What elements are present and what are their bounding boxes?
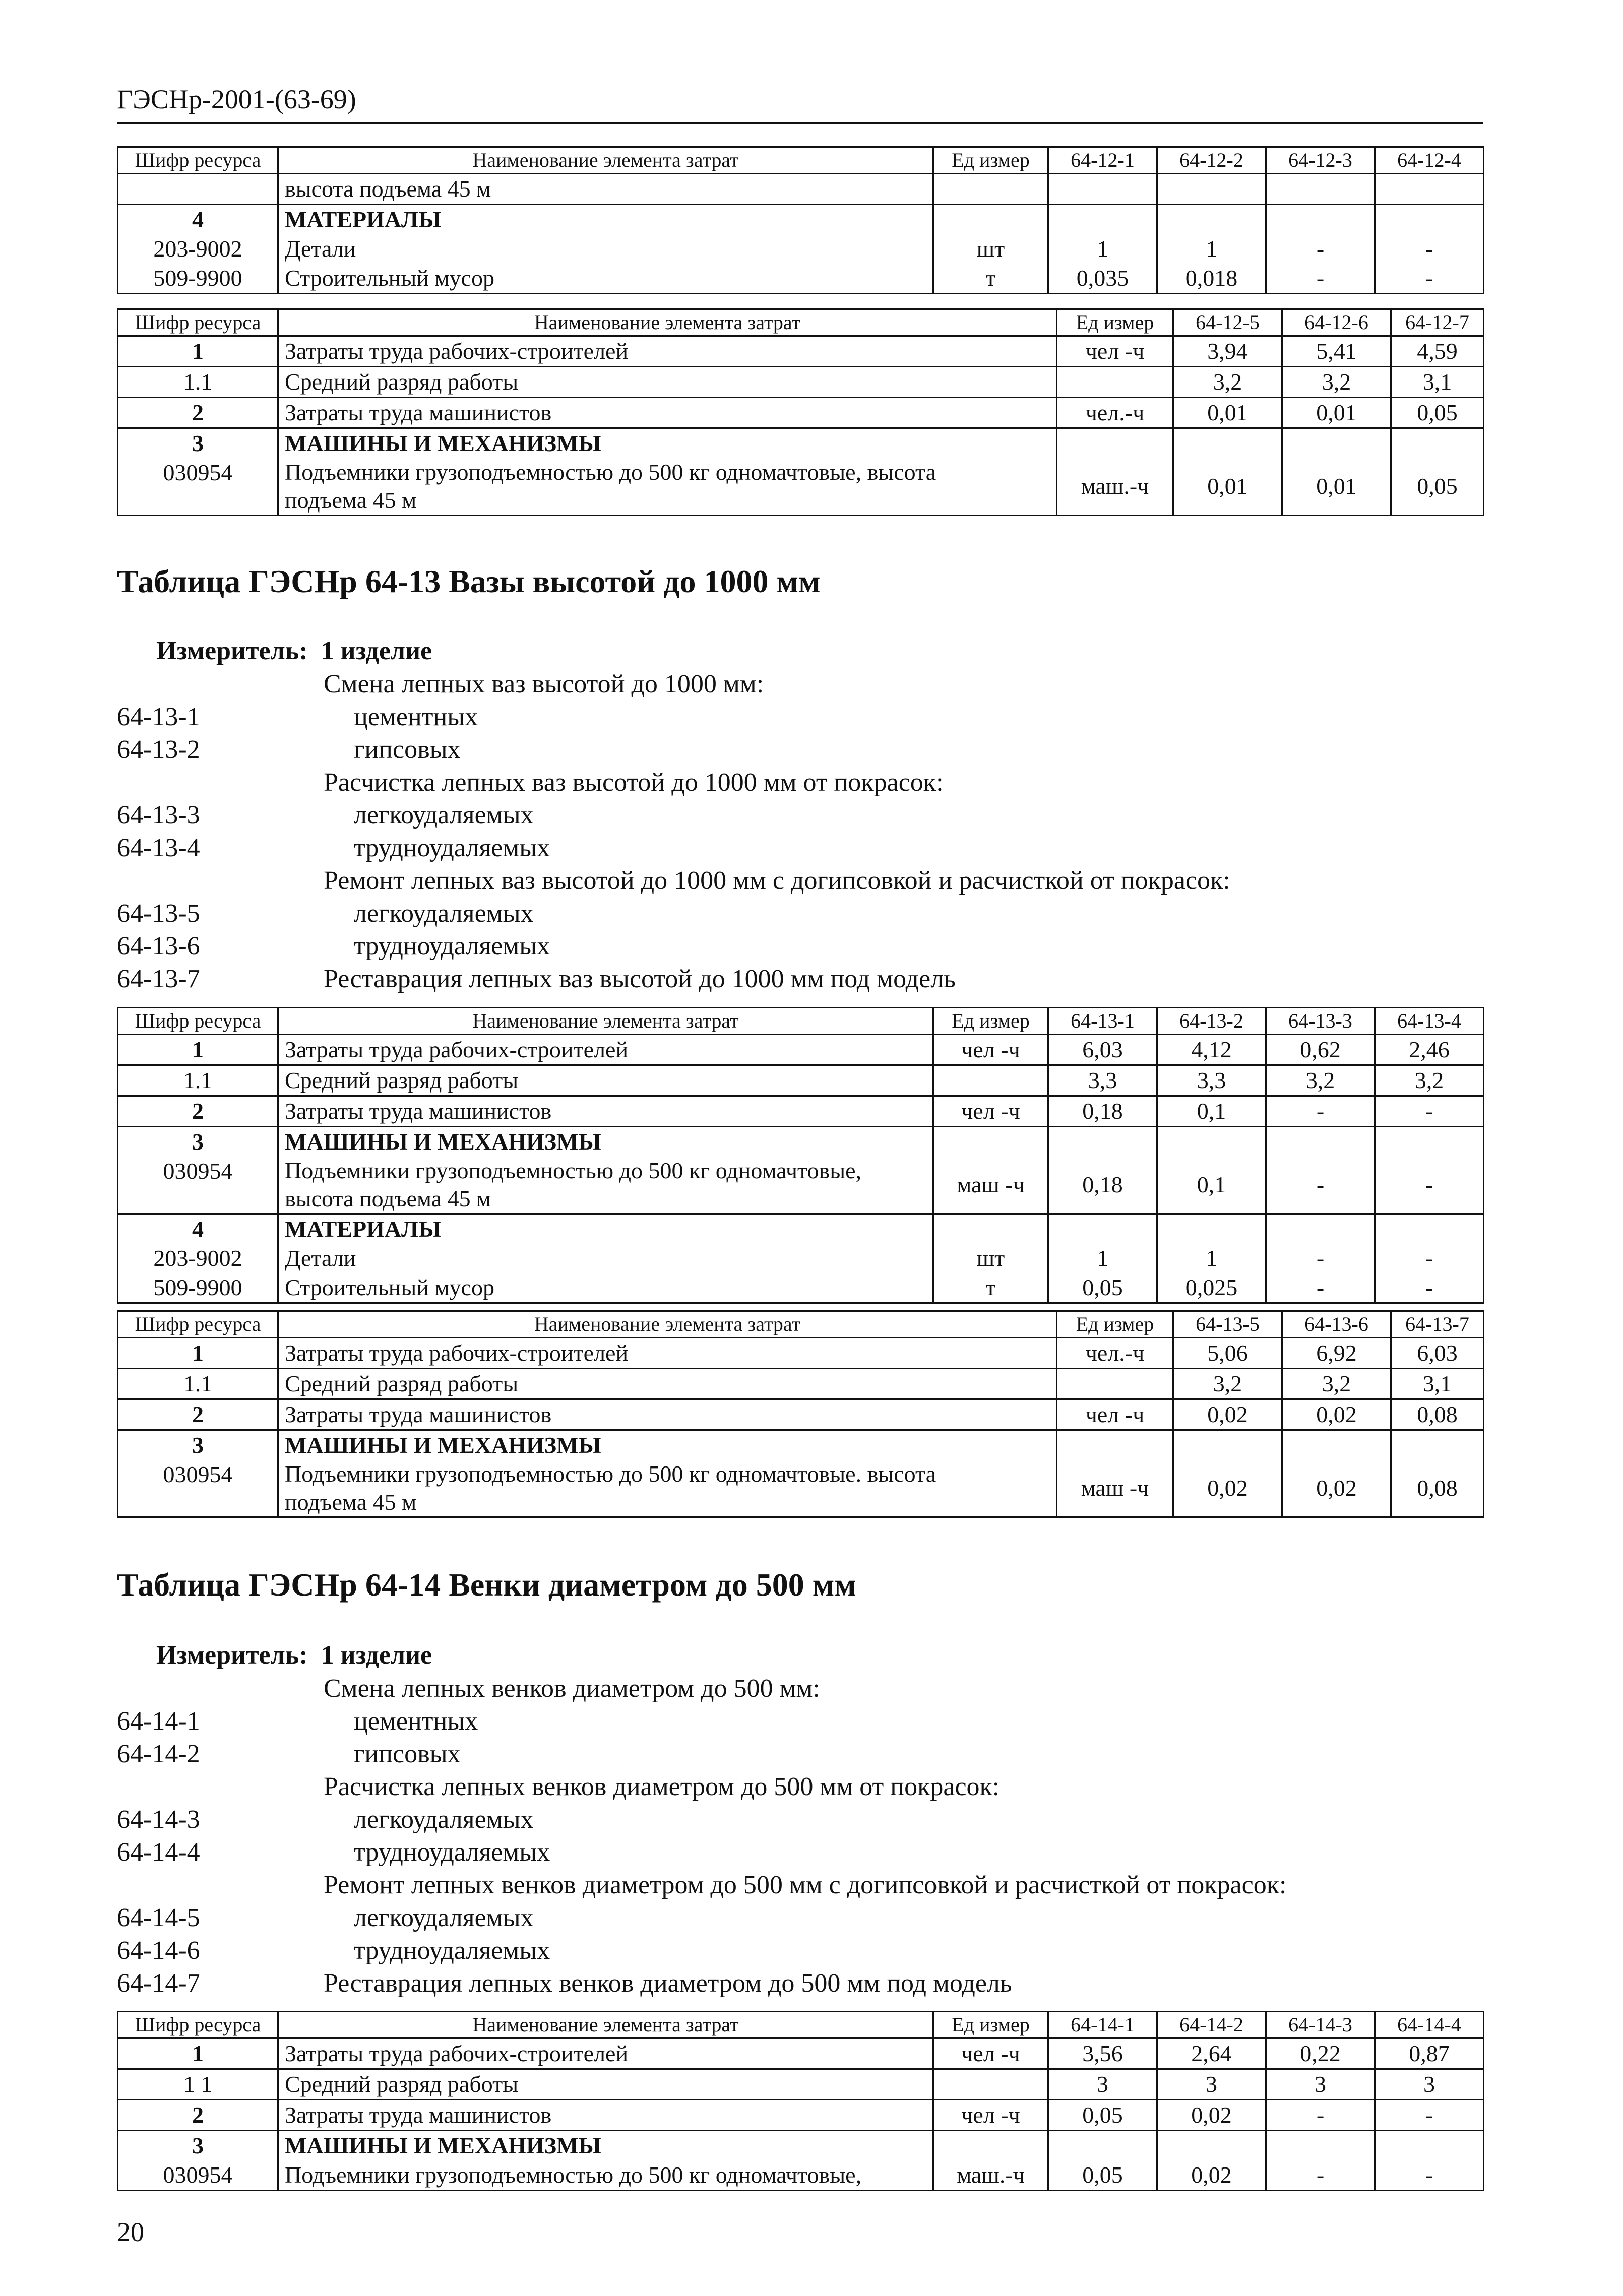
- table-header-row: [118, 309, 1484, 336]
- cell-unit: т: [933, 1273, 1048, 1303]
- cell-code: 030954: [118, 2160, 278, 2191]
- cell-code: 509-9900: [118, 1273, 278, 1303]
- cell-unit: чел -ч: [933, 1035, 1048, 1065]
- cell-unit: маш -ч: [933, 1157, 1048, 1214]
- cell-name: высота подъема 45 м: [278, 174, 933, 205]
- cell-name-line: подъема 45 м: [285, 487, 417, 513]
- document-code: ГЭСНр-2001-(63-69): [117, 84, 356, 114]
- cell-value: 3,2: [1173, 1369, 1282, 1399]
- table-row: [118, 1399, 1484, 1430]
- cell-value: 0,62: [1266, 1035, 1375, 1065]
- norm-list: [117, 668, 1478, 995]
- cell-value: 0,1: [1157, 1157, 1266, 1214]
- cell-value: 0,01: [1282, 458, 1391, 516]
- col-header-name: Наименование элемента затрат: [278, 1008, 933, 1035]
- cell-value: 1: [1048, 1244, 1157, 1273]
- list-item: [117, 1705, 1478, 1738]
- norm-code: 64-13-4: [117, 834, 200, 862]
- measure-label: Измеритель:: [156, 1641, 308, 1670]
- list-item: [117, 1672, 1478, 1705]
- cell-value: 0,01: [1173, 398, 1282, 428]
- col-header-norm: 64-12-7: [1391, 309, 1484, 336]
- cell-value: 0,1: [1157, 1096, 1266, 1127]
- col-header-norm: 64-12-5: [1173, 309, 1282, 336]
- cell-code: 4: [118, 205, 278, 235]
- table-64-12-b: [117, 308, 1484, 516]
- cell-value: 0,05: [1048, 2100, 1157, 2131]
- section-title-machines: МАШИНЫ И МЕХАНИЗМЫ: [278, 2131, 933, 2161]
- table-row: [118, 1244, 1484, 1273]
- cell-name-line: Подъемники грузоподъемностью до 500 кг одномачтовые, высота: [285, 459, 937, 485]
- group-heading: Расчистка лепных ваз высотой до 1000 мм от покрасок:: [324, 768, 944, 797]
- col-header-unit: Ед измер: [933, 2012, 1048, 2038]
- cell-unit: маш.-ч: [1057, 458, 1173, 516]
- table-row: [118, 1127, 1484, 1157]
- cell-value: 0,02: [1157, 2100, 1266, 2131]
- cell-value: 0,18: [1048, 1096, 1157, 1127]
- norm-code: 64-14-1: [117, 1707, 200, 1736]
- measure-value: 1 изделие: [321, 636, 432, 665]
- section-title-machines: МАШИНЫ И МЕХАНИЗМЫ: [278, 1127, 933, 1157]
- norm-item: легкоудаляемых: [354, 1805, 534, 1834]
- list-item: [117, 668, 1478, 700]
- cell-unit: чел -ч: [1057, 1399, 1173, 1430]
- cell-value: 4,59: [1391, 336, 1484, 367]
- cell-value: 3: [1266, 2069, 1375, 2100]
- table-row: [118, 1338, 1484, 1369]
- cell-code: 030954: [118, 1157, 278, 1214]
- table-row: [118, 1369, 1484, 1399]
- table-row: [118, 1273, 1484, 1303]
- table-row: [118, 2100, 1484, 2131]
- cell-name: Средний разряд работы: [278, 1065, 933, 1096]
- table-row: [118, 174, 1484, 205]
- cell-code: 1.1: [118, 367, 278, 398]
- cell-code: 1: [118, 1338, 278, 1369]
- table-header-row: [118, 2012, 1484, 2038]
- list-item: [117, 1770, 1478, 1803]
- col-header-name: Наименование элемента затрат: [278, 1311, 1057, 1338]
- cell-value: 3,1: [1391, 1369, 1484, 1399]
- list-item: [117, 930, 1478, 963]
- norm-code: 64-14-4: [117, 1838, 200, 1867]
- norm-code: 64-13-6: [117, 932, 200, 961]
- cell-value: 0,08: [1391, 1399, 1484, 1430]
- norm-item: цементных: [354, 1707, 478, 1736]
- group-heading: Расчистка лепных венков диаметром до 500 мм от покрасок:: [324, 1772, 1000, 1801]
- list-item: [117, 864, 1478, 897]
- cell-code: 2: [118, 2100, 278, 2131]
- cell-value: -: [1375, 1096, 1484, 1127]
- cell-value: 0,02: [1157, 2160, 1266, 2191]
- table-row: [118, 1157, 1484, 1214]
- measure-line: [156, 1640, 432, 1670]
- col-header-code: Шифр ресурса: [118, 1311, 278, 1338]
- table-64-13-b: [117, 1310, 1484, 1518]
- norm-code: 64-14-3: [117, 1805, 200, 1834]
- cell-value: -: [1375, 1157, 1484, 1214]
- cell-value: 0,018: [1157, 264, 1266, 294]
- norm-code: 64-14-7: [117, 1969, 200, 1998]
- norm-code: 64-13-7: [117, 965, 200, 993]
- cell-unit: [1057, 1369, 1173, 1399]
- table-row: [118, 2160, 1484, 2191]
- cell-value: 3,2: [1282, 1369, 1391, 1399]
- table-row: [118, 2069, 1484, 2100]
- list-item: [117, 1738, 1478, 1770]
- cell-unit: [933, 1065, 1048, 1096]
- cell-value: -: [1266, 2160, 1375, 2191]
- list-item: [117, 963, 1478, 995]
- cell-code: 1.1: [118, 1369, 278, 1399]
- cell-name: Затраты труда рабочих-строителей: [278, 2038, 933, 2069]
- cell-unit: т: [933, 264, 1048, 294]
- cell-code: 1: [118, 2038, 278, 2069]
- measure-label: Измеритель:: [156, 636, 308, 665]
- list-item: [117, 832, 1478, 864]
- list-item: [117, 799, 1478, 832]
- cell-code: 509-9900: [118, 264, 278, 294]
- cell-value: 3,1: [1391, 367, 1484, 398]
- col-header-code: Шифр ресурса: [118, 2012, 278, 2038]
- cell-value: 3,2: [1375, 1065, 1484, 1096]
- cell-unit: маш -ч: [1057, 1460, 1173, 1517]
- cell-value: -: [1266, 1157, 1375, 1214]
- cell-code: 203-9002: [118, 234, 278, 264]
- list-item: [117, 1934, 1478, 1967]
- cell-unit: маш.-ч: [933, 2160, 1048, 2191]
- col-header-norm: 64-13-4: [1375, 1008, 1484, 1035]
- table-row: [118, 1035, 1484, 1065]
- cell-name: Затраты труда рабочих-строителей: [278, 336, 1057, 367]
- measure-value: 1 изделие: [321, 1641, 432, 1670]
- cell-value: 4,12: [1157, 1035, 1266, 1065]
- norm-item: легкоудаляемых: [354, 899, 534, 928]
- col-header-code: Шифр ресурса: [118, 147, 278, 174]
- group-heading: Смена лепных ваз высотой до 1000 мм:: [324, 670, 764, 698]
- col-header-norm: 64-12-6: [1282, 309, 1391, 336]
- col-header-norm: 64-13-5: [1173, 1311, 1282, 1338]
- cell-value: 0,02: [1173, 1460, 1282, 1517]
- cell-value: 3: [1157, 2069, 1266, 2100]
- norm-item: трудноудаляемых: [354, 1838, 550, 1867]
- section-title-machines: МАШИНЫ И МЕХАНИЗМЫ: [278, 1430, 1057, 1460]
- cell-value: 0,87: [1375, 2038, 1484, 2069]
- cell-unit: [1057, 367, 1173, 398]
- cell-unit: чел -ч: [933, 2038, 1048, 2069]
- cell-value: -: [1375, 1273, 1484, 1303]
- cell-name: Строительный мусор: [278, 264, 933, 294]
- cell-code: 1 1: [118, 2069, 278, 2100]
- cell-value: 3,56: [1048, 2038, 1157, 2069]
- cell-value: -: [1375, 234, 1484, 264]
- norm-item: цементных: [354, 703, 478, 731]
- col-header-norm: 64-13-1: [1048, 1008, 1157, 1035]
- table-row: [118, 398, 1484, 428]
- cell-value: 3,3: [1157, 1065, 1266, 1096]
- cell-name-line: подъема 45 м: [285, 1489, 417, 1515]
- list-item: [117, 700, 1478, 733]
- list-item: [117, 1836, 1478, 1869]
- table-row: [118, 1065, 1484, 1096]
- norm-code: 64-13-2: [117, 735, 200, 764]
- norm-item: легкоудаляемых: [354, 1903, 534, 1932]
- norm-item: гипсовых: [354, 735, 461, 764]
- table-row: [118, 1096, 1484, 1127]
- cell-code: 030954: [118, 458, 278, 516]
- cell-code: 2: [118, 398, 278, 428]
- cell-value: -: [1375, 264, 1484, 294]
- cell-value: -: [1266, 234, 1375, 264]
- section-title-machines: МАШИНЫ И МЕХАНИЗМЫ: [278, 428, 1057, 459]
- cell-code: 2: [118, 1399, 278, 1430]
- norm-code: 64-13-1: [117, 703, 200, 731]
- cell-code: 3: [118, 1127, 278, 1157]
- cell-value: -: [1375, 2100, 1484, 2131]
- section-title-materials: МАТЕРИАЛЫ: [278, 1214, 933, 1244]
- cell-name: Затраты труда машинистов: [278, 398, 1057, 428]
- cell-value: 3: [1375, 2069, 1484, 2100]
- cell-name: Средний разряд работы: [278, 2069, 933, 2100]
- cell-name: Детали: [278, 1244, 933, 1273]
- cell-value: 0,08: [1391, 1460, 1484, 1517]
- cell-name: Затраты труда машинистов: [278, 2100, 933, 2131]
- col-header-norm: 64-13-3: [1266, 1008, 1375, 1035]
- col-header-name: Наименование элемента затрат: [278, 309, 1057, 336]
- cell-value: 3,3: [1048, 1065, 1157, 1096]
- cell-value: 6,92: [1282, 1338, 1391, 1369]
- cell-value: 0,05: [1391, 458, 1484, 516]
- cell-code: 3: [118, 1430, 278, 1460]
- table-row: [118, 205, 1484, 235]
- norm-code: 64-14-6: [117, 1936, 200, 1965]
- table-row: [118, 336, 1484, 367]
- cell-value: -: [1375, 1244, 1484, 1273]
- norm-code: 64-13-5: [117, 899, 200, 928]
- table-row: [118, 234, 1484, 264]
- cell-value: 0,18: [1048, 1157, 1157, 1214]
- col-header-norm: 64-12-4: [1375, 147, 1484, 174]
- cell-code: 3: [118, 428, 278, 459]
- cell-value: 3,2: [1282, 367, 1391, 398]
- cell-value: 0,05: [1048, 2160, 1157, 2191]
- cell-value: 1: [1157, 1244, 1266, 1273]
- norm-list: [117, 1672, 1478, 2000]
- cell-unit: шт: [933, 234, 1048, 264]
- cell-name: Подъемники грузоподъемностью до 500 кг одномачтовые,: [278, 2160, 933, 2191]
- table-row: [118, 428, 1484, 459]
- col-header-unit: Ед измер: [933, 1008, 1048, 1035]
- group-heading: Реставрация лепных ваз высотой до 1000 мм под модель: [324, 965, 956, 993]
- cell-code: 1.1: [118, 1065, 278, 1096]
- col-header-code: Шифр ресурса: [118, 1008, 278, 1035]
- cell-unit: чел.-ч: [1057, 1338, 1173, 1369]
- cell-name: Средний разряд работы: [278, 367, 1057, 398]
- cell-unit: шт: [933, 1244, 1048, 1273]
- cell-value: 6,03: [1048, 1035, 1157, 1065]
- cell-value: 2,64: [1157, 2038, 1266, 2069]
- col-header-norm: 64-14-2: [1157, 2012, 1266, 2038]
- section-title: Таблица ГЭСНр 64-14 Венки диаметром до 500 мм: [117, 1567, 856, 1603]
- group-heading: Реставрация лепных венков диаметром до 500 мм под модель: [324, 1969, 1012, 1998]
- table-row: [118, 2131, 1484, 2161]
- cell-name: Затраты труда рабочих-строителей: [278, 1035, 933, 1065]
- cell-code: 203-9002: [118, 1244, 278, 1273]
- list-item: [117, 766, 1478, 799]
- cell-value: 5,06: [1173, 1338, 1282, 1369]
- cell-value: 3,94: [1173, 336, 1282, 367]
- cell-value: -: [1266, 1273, 1375, 1303]
- group-heading: Смена лепных венков диаметром до 500 мм:: [324, 1674, 820, 1703]
- cell-value: 0,02: [1282, 1460, 1391, 1517]
- table-row: [118, 458, 1484, 516]
- cell-value: 0,035: [1048, 264, 1157, 294]
- cell-name: Детали: [278, 234, 933, 264]
- norm-code: 64-14-2: [117, 1740, 200, 1768]
- cell-value: 5,41: [1282, 336, 1391, 367]
- cell-code: 4: [118, 1214, 278, 1244]
- col-header-unit: Ед измер: [933, 147, 1048, 174]
- cell-code: 3: [118, 2131, 278, 2161]
- cell-value: 0,22: [1266, 2038, 1375, 2069]
- list-item: [117, 1901, 1478, 1934]
- table-row: [118, 264, 1484, 294]
- norm-item: легкоудаляемых: [354, 801, 534, 830]
- cell-name: Строительный мусор: [278, 1273, 933, 1303]
- list-item: [117, 897, 1478, 930]
- cell-unit: чел -ч: [933, 1096, 1048, 1127]
- col-header-norm: 64-14-1: [1048, 2012, 1157, 2038]
- measure-line: [156, 636, 432, 666]
- cell-unit: [933, 2069, 1048, 2100]
- cell-value: 0,01: [1282, 398, 1391, 428]
- section-title: Таблица ГЭСНр 64-13 Вазы высотой до 1000 мм: [117, 563, 821, 599]
- cell-value: -: [1266, 1096, 1375, 1127]
- cell-code: 1: [118, 1035, 278, 1065]
- col-header-norm: 64-13-2: [1157, 1008, 1266, 1035]
- cell-code: 1: [118, 336, 278, 367]
- table-header-row: [118, 1311, 1484, 1338]
- cell-name-line: высота подъема 45 м: [285, 1186, 491, 1211]
- cell-unit: чел.-ч: [1057, 398, 1173, 428]
- list-item: [117, 1967, 1478, 2000]
- norm-item: трудноудаляемых: [354, 834, 550, 862]
- table-row: [118, 1430, 1484, 1460]
- header-divider: [117, 122, 1483, 124]
- col-header-name: Наименование элемента затрат: [278, 2012, 933, 2038]
- cell-value: 0,025: [1157, 1273, 1266, 1303]
- norm-code: 64-14-5: [117, 1903, 200, 1932]
- cell-value: -: [1375, 2160, 1484, 2191]
- col-header-unit: Ед измер: [1057, 1311, 1173, 1338]
- cell-value: 3,2: [1173, 367, 1282, 398]
- list-item: [117, 733, 1478, 766]
- col-header-unit: Ед измер: [1057, 309, 1173, 336]
- cell-name: Затраты труда машинистов: [278, 1096, 933, 1127]
- cell-value: 3: [1048, 2069, 1157, 2100]
- table-row: [118, 2038, 1484, 2069]
- cell-value: 2,46: [1375, 1035, 1484, 1065]
- cell-value: 6,03: [1391, 1338, 1484, 1369]
- cell-value: -: [1266, 2100, 1375, 2131]
- cell-unit: чел -ч: [933, 2100, 1048, 2131]
- group-heading: Ремонт лепных венков диаметром до 500 мм с догипсовкой и расчисткой от покрасок:: [324, 1871, 1287, 1899]
- cell-value: 1: [1157, 234, 1266, 264]
- table-64-14-a: [117, 2011, 1484, 2191]
- table-row: [118, 1214, 1484, 1244]
- table-row: [118, 1460, 1484, 1517]
- cell-name: Средний разряд работы: [278, 1369, 1057, 1399]
- cell-value: 0,01: [1173, 458, 1282, 516]
- cell-name: [278, 458, 1057, 516]
- group-heading: Ремонт лепных ваз высотой до 1000 мм с догипсовкой и расчисткой от покрасок:: [324, 866, 1230, 895]
- cell-name: Затраты труда рабочих-строителей: [278, 1338, 1057, 1369]
- cell-value: 3,2: [1266, 1065, 1375, 1096]
- col-header-norm: 64-14-3: [1266, 2012, 1375, 2038]
- norm-item: гипсовых: [354, 1740, 461, 1768]
- norm-item: трудноудаляемых: [354, 932, 550, 961]
- col-header-norm: 64-13-6: [1282, 1311, 1391, 1338]
- col-header-norm: 64-14-4: [1375, 2012, 1484, 2038]
- cell-value: -: [1266, 1244, 1375, 1273]
- col-header-code: Шифр ресурса: [118, 309, 278, 336]
- list-item: [117, 1869, 1478, 1901]
- cell-value: -: [1266, 264, 1375, 294]
- cell-name: [278, 1460, 1057, 1517]
- col-header-norm: 64-12-3: [1266, 147, 1375, 174]
- table-64-12-a: [117, 146, 1484, 294]
- cell-value: 1: [1048, 234, 1157, 264]
- col-header-norm: 64-12-1: [1048, 147, 1157, 174]
- table-header-row: [118, 147, 1484, 174]
- table-header-row: [118, 1008, 1484, 1035]
- list-item: [117, 1803, 1478, 1836]
- page-number: 20: [117, 2217, 144, 2247]
- cell-unit: чел -ч: [1057, 336, 1173, 367]
- cell-value: 0,05: [1391, 398, 1484, 428]
- cell-code: 030954: [118, 1460, 278, 1517]
- cell-value: 0,05: [1048, 1273, 1157, 1303]
- norm-code: 64-13-3: [117, 801, 200, 830]
- cell-name-line: Подъемники грузоподъемностью до 500 кг одномачтовые,: [285, 1158, 862, 1183]
- col-header-norm: 64-12-2: [1157, 147, 1266, 174]
- table-64-13-a: [117, 1007, 1484, 1304]
- section-title-materials: МАТЕРИАЛЫ: [278, 205, 933, 235]
- col-header-name: Наименование элемента затрат: [278, 147, 933, 174]
- cell-name: Затраты труда машинистов: [278, 1399, 1057, 1430]
- cell-value: 0,02: [1173, 1399, 1282, 1430]
- cell-value: 0,02: [1282, 1399, 1391, 1430]
- cell-name: [278, 1157, 933, 1214]
- table-row: [118, 367, 1484, 398]
- col-header-norm: 64-13-7: [1391, 1311, 1484, 1338]
- norm-item: трудноудаляемых: [354, 1936, 550, 1965]
- cell-code: 2: [118, 1096, 278, 1127]
- cell-name-line: Подъемники грузоподъемностью до 500 кг одномачтовые. высота: [285, 1461, 937, 1487]
